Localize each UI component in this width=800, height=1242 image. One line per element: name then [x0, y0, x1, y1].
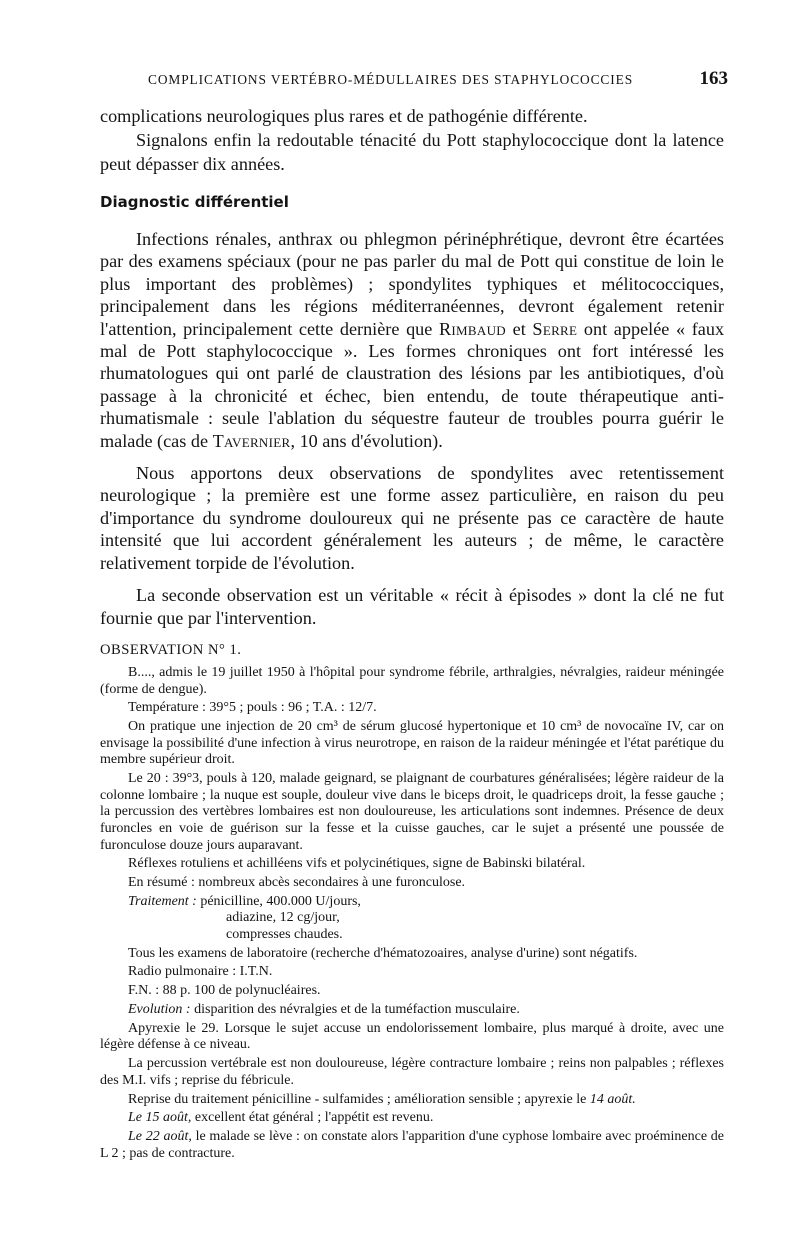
observation-line: En résumé : nombreux abcès secondaires à une furonculose.	[128, 875, 466, 891]
treatment-item: adiazine, 12 cg/jour,	[226, 910, 340, 926]
text-run: , 10 ans d'évolution).	[290, 430, 443, 451]
treatment-item: compresses chaudes.	[226, 927, 343, 943]
observation-line: B...., admis le 19 juillet 1950 à l'hôpital pour syndrome fébrile, arthralgies, névralgies, raideur méningée (forme de dengue).	[100, 665, 724, 697]
observation-line: Tous les examens de laboratoire (recherche d'hématozoaires, analyse d'urine) sont négatifs.	[128, 945, 638, 961]
evolution-label: Evolution :	[128, 1001, 191, 1017]
date-text: 14 août.	[589, 1091, 636, 1107]
paragraph: complications neurologiques plus rares et de pathogénie différente.	[100, 106, 588, 126]
paragraph	[100, 228, 724, 452]
text-run: Reprise du traitement pénicilline - sulfamides ; amélioration sensible ; apyrexie le	[128, 1091, 587, 1107]
text-run: le malade se lève : on constate alors l'apparition d'une cyphose lombaire avec proéminence de L 2 ; pas de contracture.	[100, 1129, 725, 1161]
author-name: Serre	[532, 318, 578, 339]
paragraph: Signalons enfin la redoutable ténacité du Pott staphylococcique dont la latence peut dépasser dix années.	[100, 130, 724, 174]
treatment-label: Traitement :	[128, 893, 197, 909]
paragraph: La seconde observation est un véritable « récit à épisodes » dont la clé ne fut fournie que par l'intervention.	[100, 585, 724, 628]
observation-line	[100, 1002, 724, 1019]
treatment-line	[128, 894, 724, 911]
date-text: Le 15 août,	[128, 1110, 192, 1126]
running-header	[148, 68, 728, 92]
text-run: ont appelée « faux mal de Pott staphylococcique ». Les formes chroniques ont fort intéressé les rhumatologues qui ont parlé de claustration des lésions par les antibiotiques, d'où passage à la chronicité et échec, bien entendu, de toute thérapeutique anti-rhumatismale : seule l'ablation du séquestre fauteur de troubles pourra guérir le malade (cas de	[100, 318, 725, 451]
treatment-item: pénicilline, 400.000 U/jours,	[200, 893, 361, 909]
paragraph: Nous apportons deux observations de spondylites avec retentissement neurologique ; la première est une forme assez particulière, en raison du peu d'importance du syndrome douloureux qui ne présente pas ce caractère de haute intensité que lui accordent généralement les auteurs ; de même, le caractère relativement torpide de l'évolution.	[100, 463, 724, 573]
author-name: Rimbaud	[439, 318, 506, 339]
observation-line: On pratique une injection de 20 cm³ de sérum glucosé hypertonique et 10 cm³ de novocaïne IV, car on envisage la possibilité d'une infection à virus neurotrope, en raison de la raideur méningée et l'état parétique du membre supérieur droit.	[100, 719, 724, 768]
text-run: excellent état général ; l'appétit est revenu.	[194, 1110, 434, 1126]
section-heading: Diagnostic différentiel	[100, 193, 289, 211]
observation-heading: OBSERVATION N° 1.	[100, 642, 242, 658]
observation-line: Apyrexie le 29. Lorsque le sujet accuse un endolorissement lombaire, plus marqué à droite, avec une légère défense à ce niveau.	[100, 1020, 724, 1053]
observation-line: F.N. : 88 p. 100 de polynucléaires.	[128, 983, 321, 999]
observation-line	[100, 1129, 724, 1162]
intro-text	[100, 104, 724, 176]
observation-line: La percussion vertébrale est non douloureuse, légère contracture lombaire ; reins non palpables ; réflexes des M.I. vifs ; reprise du fébricule.	[100, 1056, 724, 1088]
text-run: Infections rénales, anthrax ou phlegmon périnéphrétique, devront être écartées par des examens spéciaux (pour ne pas parler du mal de Pott qui constitue de loin le plus important des problèmes) ; spondylites typhiques et mélitococciques, principalement dans les régions méditerranéennes, devront également retenir l'attention, principalement cette dernière que	[100, 229, 724, 339]
observation-line: Température : 39°5 ; pouls : 96 ; T.A. : 12/7.	[128, 700, 377, 716]
observation-line: Le 20 : 39°3, pouls à 120, malade geignard, se plaignant de courbatures généralisées; légère raideur de la colonne lombaire ; la nuque est souple, douleur vive dans le biceps droit, le quadriceps droit, la fesse gauche ; la percussion des vertèbres lombaires est non douloureuse, les articulations sont indemnes. Présence de deux furoncles en voie de guérison sur la fesse et la cuisse gauches, car le sujet a présenté une poussée de furonculose douze jours auparavant.	[100, 771, 724, 853]
observation-body	[100, 665, 724, 1164]
observation-line: Radio pulmonaire : I.T.N.	[128, 964, 273, 980]
observation-line	[100, 1110, 724, 1127]
author-name: Tavernier	[212, 430, 291, 451]
text-run: et	[512, 318, 526, 339]
text-run: disparition des névralgies et de la tuméfaction musculaire.	[194, 1001, 520, 1017]
observation-line	[100, 1092, 724, 1109]
body-text	[100, 228, 724, 629]
running-title: COMPLICATIONS VERTÉBRO-MÉDULLAIRES DES STAPHYLOCOCCIES	[148, 72, 634, 87]
observation-line: Réflexes rotuliens et achilléens vifs et polycinétiques, signe de Babinski bilatéral.	[128, 856, 586, 872]
page-number: 163	[699, 68, 728, 89]
date-text: Le 22 août,	[128, 1129, 192, 1145]
